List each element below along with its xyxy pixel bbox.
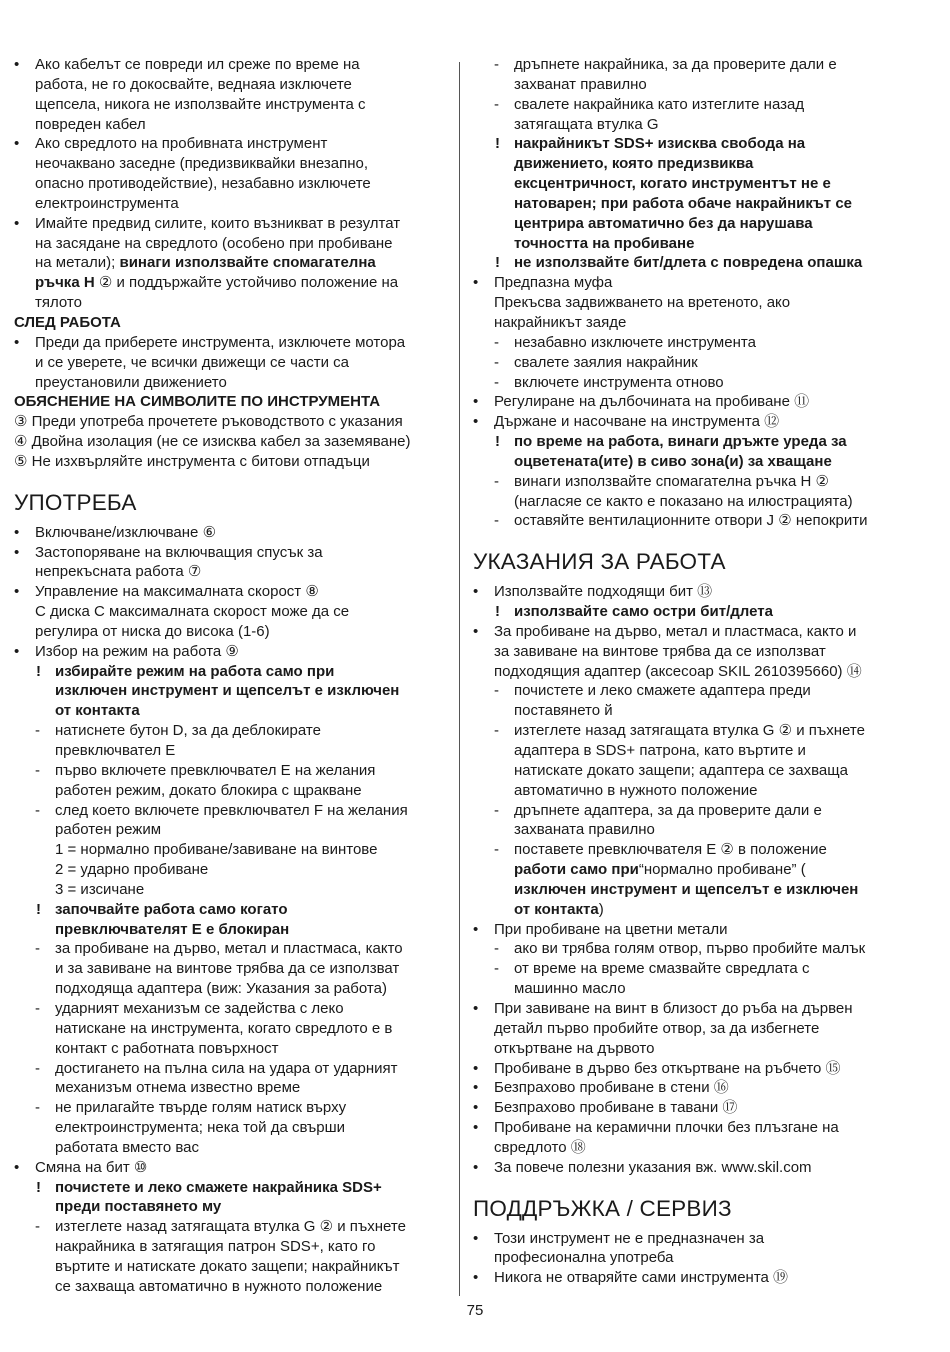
bullet-item: • Държане и насочване на инструмента ⑫ — [473, 412, 913, 432]
text-line: 3 = изсичане — [55, 880, 145, 898]
dash-item: - първо включете превключвател E на желания — [14, 761, 446, 781]
warning-line: натоварен; при работа обаче накрайникът се — [514, 194, 853, 212]
warning-line: превключвателят E е блокиран — [55, 920, 290, 938]
dash-item: - свалете заялия накрайник — [473, 353, 913, 373]
warning-line: точността на пробиване — [514, 234, 695, 252]
section-heading: УКАЗАНИЯ ЗА РАБОТА — [473, 549, 726, 575]
text-line: работен режим — [55, 821, 162, 839]
text-line: неочаквано заседне (предизвиквайки внезапно, — [35, 155, 368, 173]
text-line: превключвател E — [55, 742, 176, 759]
text-line: захваната правилно — [514, 821, 655, 839]
symbol-explanation: ③ Преди употреба прочетете ръководството с указания — [14, 413, 403, 431]
dash-item: - за пробиване на дърво, метал и пластмаса, както — [14, 939, 446, 959]
bullet-item: • За повече полезни указания вж. www.skil.com — [473, 1158, 913, 1178]
warning-line: ! избирайте режим на работа само при — [14, 662, 446, 682]
text-line: електроинструмента; нека той да свърши — [55, 1119, 346, 1137]
text-line: тялото — [35, 294, 82, 312]
section-heading: УПОТРЕБА — [14, 489, 137, 515]
spacer — [14, 516, 446, 523]
bullet-item: • Имайте предвид силите, които възникват в резултат — [14, 214, 446, 234]
text-line — [473, 860, 913, 880]
bullet-item: • Ако кабелът се повреди ил среже по време на — [14, 55, 446, 75]
symbol-explanation: ④ Двойна изолация (не се изисква кабел за заземяване) — [14, 433, 411, 451]
text-line: (нагласяе се както е показано на илюстрацията) — [514, 492, 853, 510]
warning-line: преди поставянето му — [55, 1198, 222, 1216]
text-line: 1 = нормално пробиване/завиване на винтове — [55, 841, 378, 859]
text-line: подходящия адаптер (аксесоар SKIL 2610395660) ⑭ — [494, 662, 862, 680]
bullet-item: • Регулиране на дълбочината на пробиване ⑪ — [473, 392, 913, 412]
subsection-heading: ОБЯСНЕНИЕ НА СИМВОЛИТЕ ПО ИНСТРУМЕНТА — [14, 393, 381, 411]
dash-item: - ако ви трябва голям отвор, първо пробийте малък — [473, 939, 913, 959]
dash-item: - не прилагайте твърде голям натиск върху — [14, 1098, 446, 1118]
dash-item: - натиснете бутон D, за да деблокирате — [14, 721, 446, 741]
text-line: непрекъсната работа ⑦ — [35, 563, 202, 581]
text-line: накрайникът заяде — [494, 313, 627, 331]
section-heading: ПОДДРЪЖКА / СЕРВИЗ — [473, 1195, 732, 1221]
text-line: преустановили движението — [35, 373, 227, 391]
warning-line: ексцентричност, когато инструментът не е — [514, 175, 831, 193]
text-line: работата вместо вас — [55, 1138, 200, 1156]
bullet-item: • Безпрахово пробиване в стени ⑯ — [473, 1078, 913, 1098]
bullet-item: • Застопоряване на включващия спусък за — [14, 543, 446, 563]
bullet-item: • Безпрахово пробиване в тавани ⑰ — [473, 1098, 913, 1118]
text-line: работа, не го докосвайте, веднаяа изключете — [35, 75, 352, 93]
page-number: 75 — [466, 1302, 484, 1319]
warning-line: центрира автоматично без да нарушава — [514, 214, 813, 232]
bullet-item: • Ако свредлото на пробивната инструмент — [14, 134, 446, 154]
text-line: на засядане на свредлото (особено при пробиване — [35, 234, 393, 252]
dash-item: - дръпнете адаптера, за да проверите дали е — [473, 801, 913, 821]
bullet-item: • Пробиване на керамични плочки без плъзгане на — [473, 1118, 913, 1138]
dash-item: - изтеглете назад затягащата втулка G ② и пъхнете — [473, 721, 913, 741]
dash-item: - дръпнете накрайника, за да проверите дали е — [473, 55, 913, 75]
text-line: затягащата втулка G — [514, 115, 659, 133]
plain-text: на метали); — [35, 254, 120, 272]
text-line: свредлото ⑱ — [494, 1138, 586, 1156]
text-line: адаптера в SDS+ патрона, като въртите и — [514, 742, 806, 759]
warning-line: ! почистете и леко смажете накрайника SDS+ — [14, 1178, 446, 1198]
text-line — [473, 900, 913, 920]
warning-line: ! накрайникът SDS+ изисква свобода на — [473, 134, 913, 154]
bullet-item: • Избор на режим на работа ⑨ — [14, 642, 446, 662]
dash-item: - изтеглете назад затягащата втулка G ② и пъхнете — [14, 1217, 446, 1237]
dash-item: - включете инструмента отново — [473, 373, 913, 393]
bullet-item: • При завиване на винт в близост до ръба на дървен — [473, 999, 913, 1019]
right-column — [473, 55, 913, 1288]
text-line: и се уверете, че всички движещи се части са — [35, 353, 349, 371]
text-line: работен режим, докато блокира с щракване — [55, 781, 362, 799]
text-line: въртите и натискате докато защепи; накрайникът — [55, 1257, 400, 1275]
text-line: откъртване на дървото — [494, 1039, 655, 1057]
warning-line: изключен инструмент и щепселът е изключен — [514, 880, 859, 898]
bullet-item: • Предпазна муфа — [473, 273, 913, 293]
warning-line: ! започвайте работа само когато — [14, 900, 446, 920]
bold-text: работи само при — [514, 861, 639, 879]
bullet-item: • Включване/изключване ⑥ — [14, 523, 446, 543]
warning-line: изключен инструмент и щепселът е изключен — [55, 682, 400, 700]
plain-text: “нормално пробиване” ( — [638, 861, 806, 879]
text-line: повреден кабел — [35, 115, 146, 133]
warning-line: движението, която предизвиква — [514, 155, 754, 173]
text-line: поставянето й — [514, 702, 613, 720]
bullet-item: • Управление на максималната скорост ⑧ — [14, 582, 446, 602]
bullet-item: • Смяна на бит ⑩ — [14, 1158, 446, 1178]
warning-line: ! не използвайте бит/длета с повредена опашка — [473, 253, 913, 273]
text-line: натискате докато защепи; адаптера се захваща — [514, 761, 848, 779]
bold-text: от контакта — [514, 900, 599, 918]
text-line: машинно масло — [514, 980, 626, 998]
bullet-item: • Използвайте подходящи бит ⑬ — [473, 582, 913, 602]
text-line: С диска C максималната скорост може да се — [35, 603, 350, 621]
text-line: детайл първо пробийте отвор, за да избегнете — [494, 1019, 820, 1037]
text-line: накрайника в затягащия патрон SDS+, като го — [55, 1238, 376, 1256]
warning-line: от контакта — [55, 702, 140, 720]
dash-item: - почистете и леко смажете адаптера преди — [473, 681, 913, 701]
symbol-explanation: ⑤ Не изхвърляйте инструмента с битови отпадъци — [14, 452, 370, 470]
warning-line: ! използвайте само остри бит/длета — [473, 602, 913, 622]
plain-text: ② и поддържайте устойчиво положение на — [94, 274, 399, 292]
dash-item: - незабавно изключете инструмента — [473, 333, 913, 353]
text-line: и за завиване на винтове трябва да се използват — [55, 960, 400, 978]
text-line: щепсела, никога не използвайте инструмента с — [35, 95, 366, 113]
spacer — [473, 531, 913, 549]
spacer — [473, 1222, 913, 1229]
spacer — [14, 472, 446, 490]
text-line: опасно противодействие), незабавно изключете — [35, 175, 371, 193]
bold-text: винаги използвайте спомагателна — [119, 254, 376, 272]
text-line: се захваща автоматично в нужното положение — [55, 1277, 383, 1295]
text-line: подходяща адаптера (виж: Указания за работа) — [55, 980, 387, 998]
text-line: професионална употреба — [494, 1249, 674, 1267]
spacer — [473, 1178, 913, 1196]
warning-line: ! по време на работа, винаги дръжте уреда за — [473, 432, 913, 452]
bold-text: ръчка H — [35, 274, 95, 292]
bullet-item: • За пробиване на дърво, метал и пластмаса, както и — [473, 622, 913, 642]
dash-item: - винаги използвайте спомагателна ръчка H ② — [473, 472, 913, 492]
text-line: натискане на инструмента, когато свредлото е в — [55, 1019, 393, 1037]
dash-item: - достигането на пълна сила на удара от ударният — [14, 1059, 446, 1079]
dash-item: - след което включете превключвател F на желания — [14, 801, 446, 821]
dash-item: - оставяйте вентилационните отвори J ② непокрити — [473, 511, 913, 531]
text-line: 2 = ударно пробиване — [55, 861, 209, 879]
text-line — [14, 273, 446, 293]
text-line: автоматично в нужното положение — [514, 781, 758, 799]
text-line: за завиване на винтове трябва да се използват — [494, 642, 826, 660]
text-line: захванат правилно — [514, 75, 647, 93]
left-column — [14, 55, 446, 1297]
text-line: електроинструмента — [35, 194, 179, 212]
text-line: регулира от ниска до висока (1-6) — [35, 622, 270, 640]
warning-line: оцветената(ите) в сиво зона(и) за хващане — [514, 452, 832, 470]
bullet-item: • Никога не отваряйте сами инструмента ⑲ — [473, 1268, 913, 1288]
text-line — [14, 253, 446, 273]
dash-item: - свалете накрайника като изтеглите назад — [473, 95, 913, 115]
bullet-item: • При пробиване на цветни метали — [473, 920, 913, 940]
dash-item: - ударният механизъм се задейства с леко — [14, 999, 446, 1019]
spacer — [473, 575, 913, 582]
bullet-item: • Този инструмент не е предназначен за — [473, 1229, 913, 1249]
dash-item: - от време на време смазвайте свредлата с — [473, 959, 913, 979]
column-divider — [459, 62, 460, 1296]
subsection-heading: СЛЕД РАБОТА — [14, 313, 121, 331]
text-line: механизъм отнема известно време — [55, 1079, 301, 1097]
text-line: Прекъсва задвижването на вретеното, ако — [494, 294, 791, 312]
bullet-item: • Преди да приберете инструмента, изключете мотора — [14, 333, 446, 353]
bullet-item: • Пробиване в дърво без откъртване на ръбчето ⑮ — [473, 1059, 913, 1079]
text-line: контакт с работната повърхност — [55, 1039, 279, 1057]
dash-item: - поставете превключвателя E ② в положение — [473, 840, 913, 860]
plain-text: ) — [598, 900, 604, 918]
